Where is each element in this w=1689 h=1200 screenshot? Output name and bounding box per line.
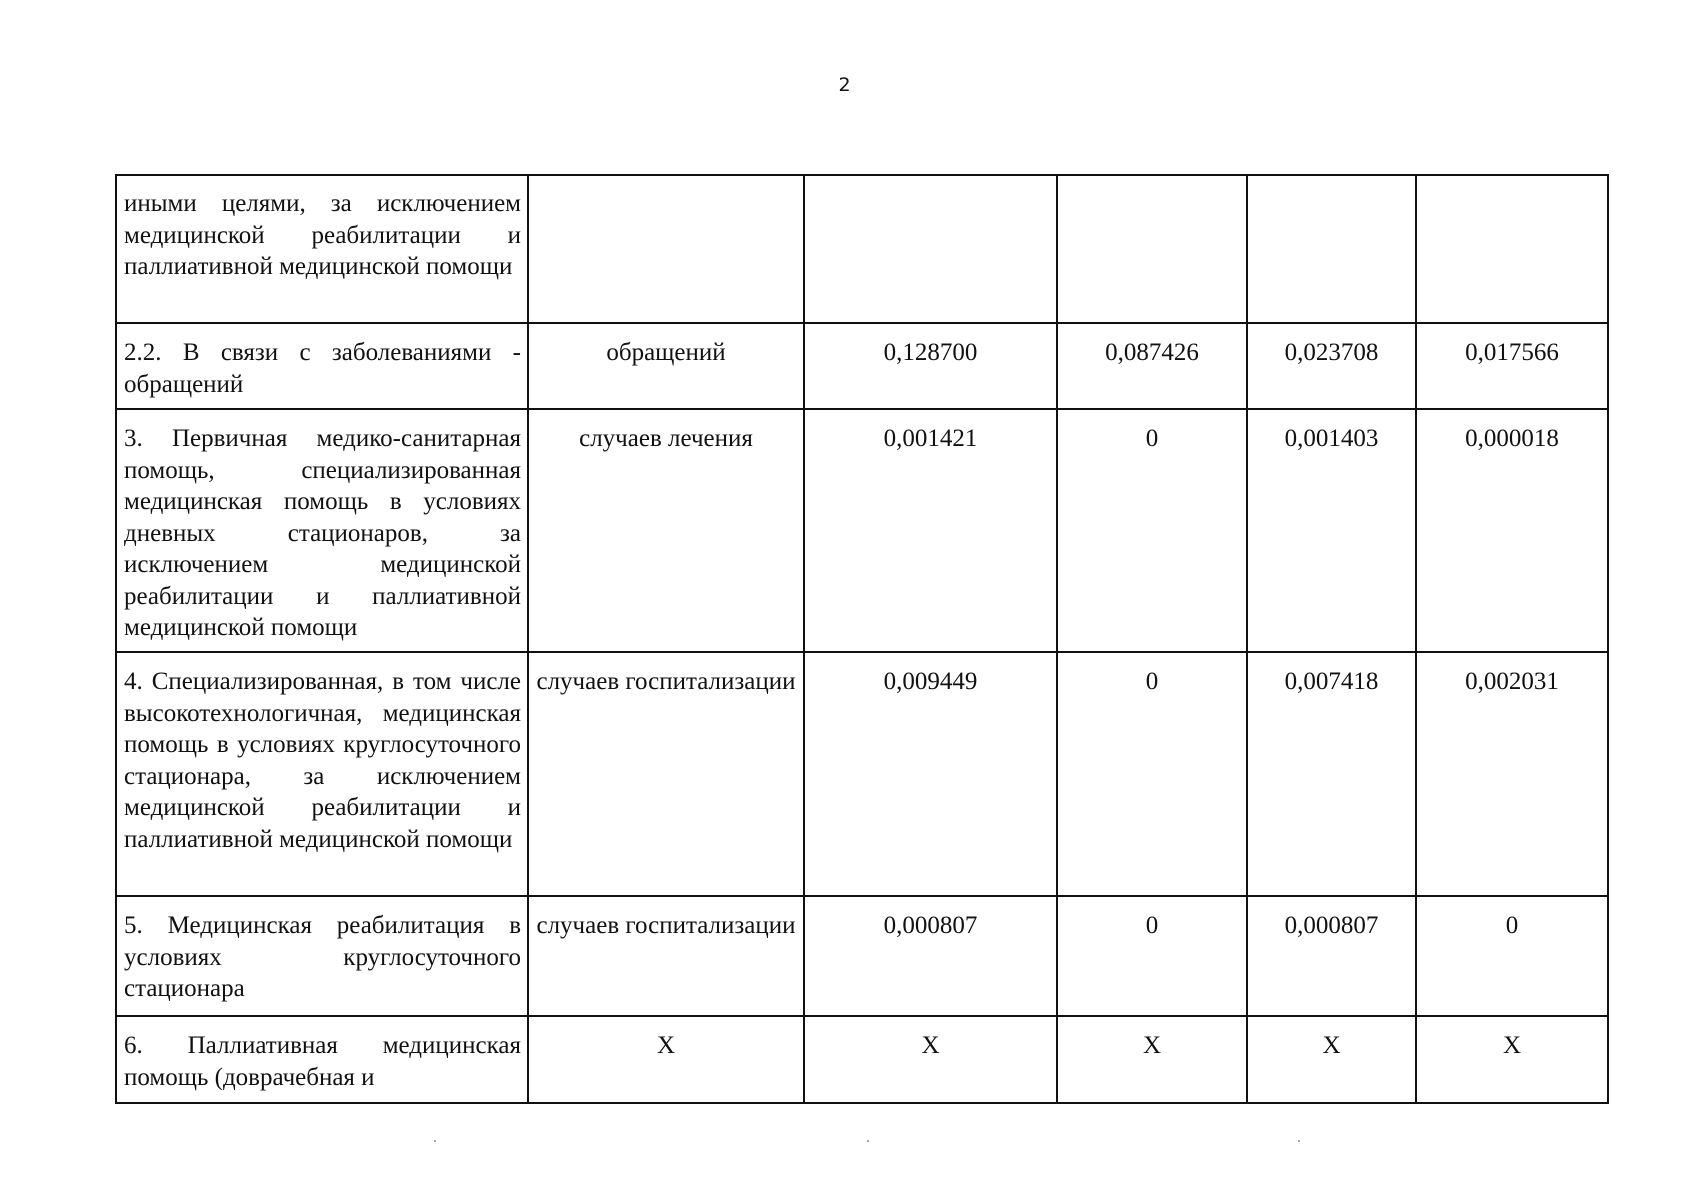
value-cell-3: 0 bbox=[1416, 896, 1608, 1016]
value-cell-2: 0,023708 bbox=[1247, 323, 1416, 409]
table-row bbox=[116, 323, 1608, 409]
row-label: 4. Специализированная, в том числе высокотехнологичная, медицинская помощь в условиях круглосуточного стационара, за исключением медицинской реабилитации и паллиативной медицинской помощи bbox=[116, 652, 528, 896]
value-cell-2: 0,000807 bbox=[1247, 896, 1416, 1016]
row-label: 6. Паллиативная медицинская помощь (доврачебная и bbox=[116, 1016, 528, 1103]
table-row bbox=[116, 175, 1608, 323]
value-cell-total: 0,001421 bbox=[804, 409, 1057, 652]
row-label: 2.2. В связи с заболеваниями - обращений bbox=[116, 323, 528, 409]
unit-cell: обращений bbox=[528, 323, 804, 409]
scan-speck bbox=[434, 1140, 436, 1142]
value-cell-1: 0 bbox=[1057, 409, 1247, 652]
unit-cell: случаев госпитализации bbox=[528, 652, 804, 896]
value-cell-1: 0 bbox=[1057, 896, 1247, 1016]
row-label: иными целями, за исключением медицинской реабилитации и паллиативной медицинской помощи bbox=[116, 175, 528, 323]
value-cell-total bbox=[804, 175, 1057, 323]
page-number: 2 bbox=[838, 74, 851, 96]
value-cell-3: 0,002031 bbox=[1416, 652, 1608, 896]
value-cell-3: X bbox=[1416, 1016, 1608, 1103]
value-cell-2: 0,001403 bbox=[1247, 409, 1416, 652]
unit-cell bbox=[528, 175, 804, 323]
value-cell-1: X bbox=[1057, 1016, 1247, 1103]
indicators-table bbox=[115, 174, 1609, 1104]
value-cell-3: 0,000018 bbox=[1416, 409, 1608, 652]
table-row bbox=[116, 1016, 1608, 1103]
table-row bbox=[116, 896, 1608, 1016]
value-cell-1: 0 bbox=[1057, 652, 1247, 896]
table-row bbox=[116, 409, 1608, 652]
unit-cell: случаев госпитализации bbox=[528, 896, 804, 1016]
scan-speck bbox=[867, 1140, 869, 1142]
value-cell-total: 0,000807 bbox=[804, 896, 1057, 1016]
value-cell-2: 0,007418 bbox=[1247, 652, 1416, 896]
value-cell-2: X bbox=[1247, 1016, 1416, 1103]
value-cell-1 bbox=[1057, 175, 1247, 323]
value-cell-3 bbox=[1416, 175, 1608, 323]
unit-cell: X bbox=[528, 1016, 804, 1103]
value-cell-total: 0,009449 bbox=[804, 652, 1057, 896]
unit-cell: случаев лечения bbox=[528, 409, 804, 652]
value-cell-1: 0,087426 bbox=[1057, 323, 1247, 409]
value-cell-total: 0,128700 bbox=[804, 323, 1057, 409]
table-row bbox=[116, 652, 1608, 896]
value-cell-total: X bbox=[804, 1016, 1057, 1103]
row-label: 3. Первичная медико-санитарная помощь, специализированная медицинская помощь в условиях дневных стационаров, за исключением медицинской реабилитации и паллиативной медицинской помощи bbox=[116, 409, 528, 652]
scan-speck bbox=[1298, 1140, 1300, 1142]
row-label: 5. Медицинская реабилитация в условиях круглосуточного стационара bbox=[116, 896, 528, 1016]
value-cell-2 bbox=[1247, 175, 1416, 323]
value-cell-3: 0,017566 bbox=[1416, 323, 1608, 409]
